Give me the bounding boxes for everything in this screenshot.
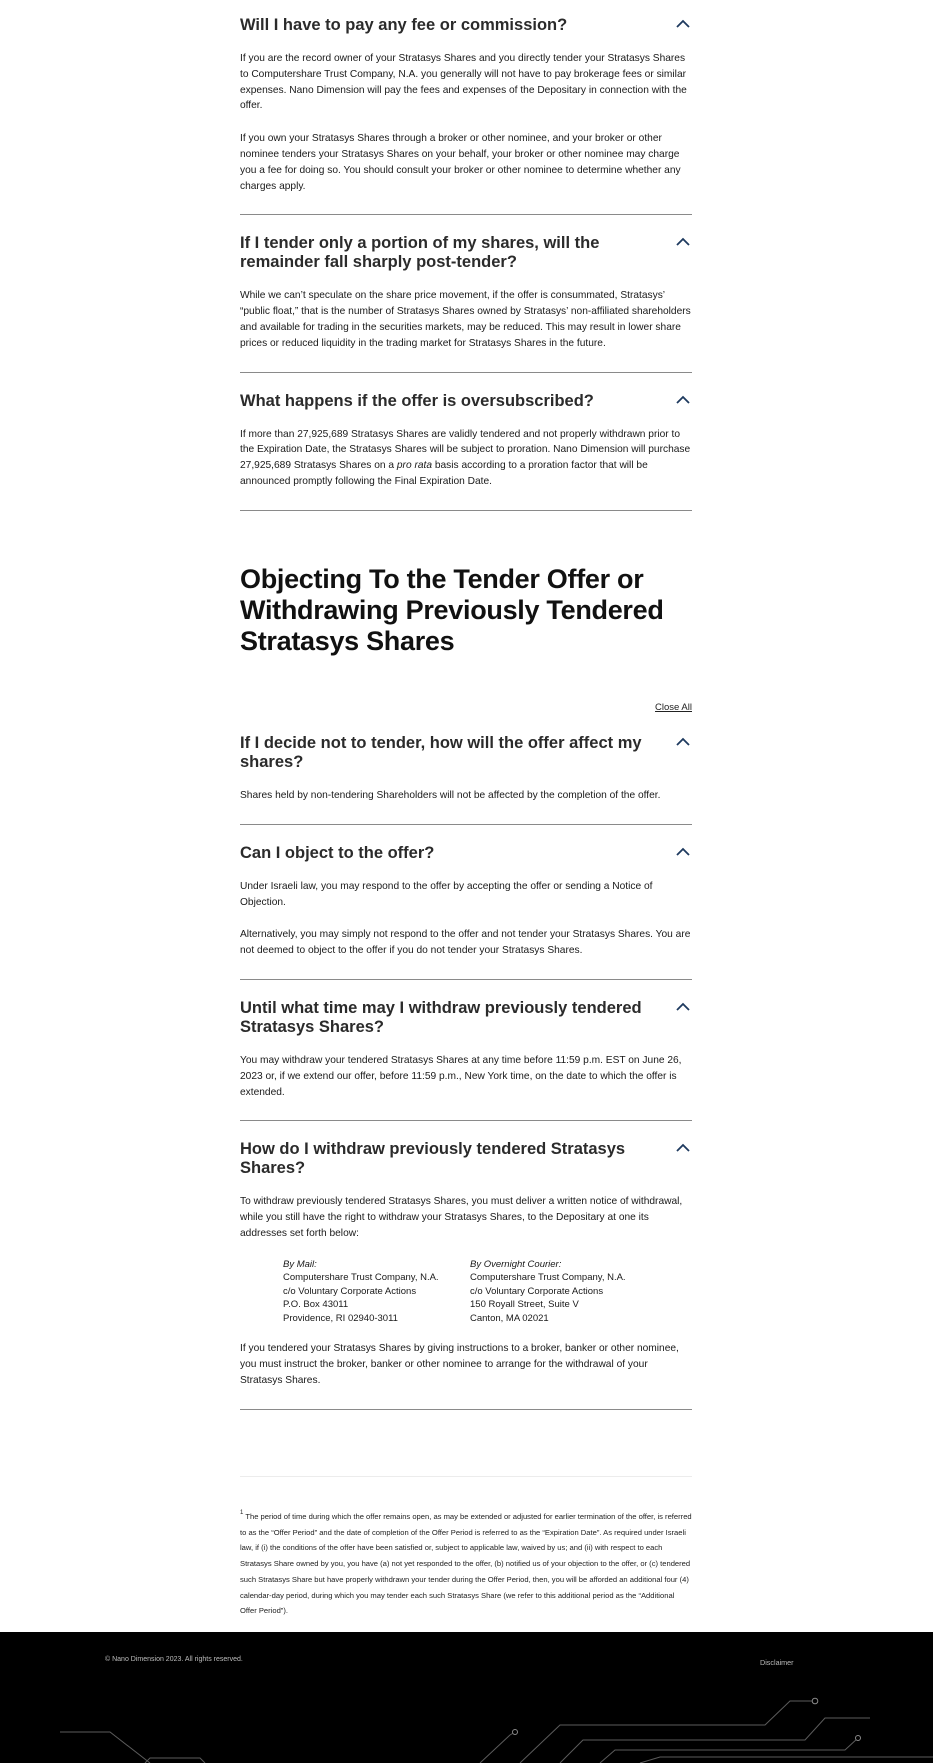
faq-question: Will I have to pay any fee or commission?: [240, 16, 568, 34]
faq-toggle-oversubscribed[interactable]: [240, 392, 692, 411]
faq-toggle-withdraw-how[interactable]: [240, 1140, 692, 1178]
faq-toggle-withdraw-time[interactable]: [240, 999, 692, 1037]
faq-item-fees: [240, 16, 692, 215]
faq-item-oversubscribed: [240, 392, 692, 511]
address-line: c/o Voluntary Corporate Actions: [470, 1285, 604, 1297]
chevron-up-icon[interactable]: [674, 393, 692, 407]
faq-item-portion: [240, 234, 692, 372]
answer-paragraph: To withdraw previously tendered Stratasys Shares, you must deliver a written notice of withdrawal, while you still have the right to withdraw your Stratasys Shares, to the Depositary at one its addresses set forth below:: [240, 1196, 683, 1239]
faq-question: Can I object to the offer?: [240, 843, 435, 862]
answer-paragraph: Under Israeli law, you may respond to the offer by accepting the offer or sending a Notice of Objection.: [240, 880, 653, 908]
faq-answer: [240, 51, 692, 194]
faq-answer: [240, 1053, 692, 1100]
chevron-up-icon[interactable]: [674, 235, 692, 249]
answer-paragraph: If you tendered your Stratasys Shares by giving instructions to a broker, banker or other nominee, you must instruct the broker, banker or other nominee to arrange for the withdrawal of your Stratasys Shares.: [240, 1343, 679, 1386]
disclaimer-link[interactable]: Disclaimer: [760, 1658, 794, 1667]
copyright: © Nano Dimension 2023. All rights reserved.: [105, 1656, 243, 1663]
chevron-up-icon[interactable]: [674, 735, 692, 749]
footnote-marker: 1: [240, 1510, 244, 1516]
faq-answer: [240, 288, 692, 351]
address-line: Computershare Trust Company, N.A.: [283, 1272, 439, 1284]
footnote: [240, 1509, 692, 1619]
address-line: c/o Voluntary Corporate Actions: [283, 1285, 417, 1297]
address-heading: By Mail:: [283, 1258, 317, 1270]
faq-question: If I decide not to tender, how will the offer affect my shares?: [240, 734, 642, 771]
site-footer: [0, 1632, 933, 1763]
address-line: Canton, MA 02021: [470, 1312, 549, 1324]
faq-item-not-tender: [240, 734, 692, 825]
address-line: 150 Royall Street, Suite V: [470, 1299, 579, 1311]
chevron-up-icon[interactable]: [674, 845, 692, 859]
answer-paragraph: Alternatively, you may simply not respond to the offer and not tender your Stratasys Shares. You are not deemed to object to the offer if you do not tender your Stratasys Shares.: [240, 929, 691, 957]
answer-paragraph: If you are the record owner of your Stratasys Shares and you directly tender your Stratasys Shares to Computershare Trust Company, N.A. you generally will not have to pay brokerage fees or similar expenses. Nano Dimension will pay the fees and expenses of the Depositary in connection with the offer.: [240, 53, 687, 112]
faq-group-bottom: [240, 734, 692, 1410]
footnote-text: The period of time during which the offer remains open, as may be extended or adjusted for earlier termination of the offer, is referred to as the “Offer Period” and the date of completion of the Offer Period is referred to as the “Expiration Date”. As required under Israeli law, if (i) the conditions of the offer have been satisfied or, subject to applicable law, waived by us; and (ii) with respect to each Stratasys Share owned by you, you have (a) not yet responded to the offer, (b) notified us of your objection to the offer, or (c) tendered such Stratasys Share but have properly withdrawn your tender during the Offer Period, then, you will be afforded an additional four (4) calendar-day period, during which you may tender each such Stratasys Share (we refer to this additional period as the “Additional Offer Period”).: [240, 1512, 692, 1616]
address-line: P.O. Box 43011: [283, 1299, 349, 1311]
address-heading: By Overnight Courier:: [470, 1258, 562, 1270]
circuit-decoration: [0, 1632, 933, 1763]
faq-answer: [240, 1194, 692, 1388]
chevron-up-icon[interactable]: [674, 1141, 692, 1155]
answer-paragraph: If you own your Stratasys Shares through a broker or other nominee, and your broker or other nominee tenders your Stratasys Shares on your behalf, your broker or other nominee may charge you a fee for doing so. You should consult your broker or other nominee to determine whether any charges apply.: [240, 133, 681, 192]
faq-question: How do I withdraw previously tendered Stratasys Shares?: [240, 1140, 626, 1178]
faq-answer: [240, 879, 692, 959]
depositary-addresses: [283, 1258, 692, 1326]
close-all-row: [240, 702, 692, 716]
answer-paragraph: You may withdraw your tendered Stratasys Shares at any time before 11:59 p.m. EST on June 26, 2023 or, if we extend our offer, before 11:59 p.m., New York time, on the date to which the offer is extended.: [240, 1054, 682, 1098]
faq-toggle-not-tender[interactable]: [240, 734, 692, 772]
faq-toggle-portion[interactable]: [240, 234, 692, 272]
faq-toggle-object[interactable]: [240, 844, 692, 863]
faq-answer: [240, 427, 692, 490]
faq-toggle-fees[interactable]: [240, 16, 692, 35]
answer-paragraph: While we can’t speculate on the share price movement, if the offer is consummated, Stratasys’ “public float,” that is the number of Stratasys Shares owned by Stratasys’ non-affiliated shareholders and available for trading in the securities markets, may be reduced. This may result in lower share prices or reduced liquidity in the trading market for Stratasys Shares in the future.: [240, 290, 691, 349]
address-line: Providence, RI 02940-3011: [283, 1312, 398, 1324]
mail-address: [283, 1258, 440, 1326]
chevron-up-icon[interactable]: [674, 17, 692, 31]
faq-question: If I tender only a portion of my shares, will the remainder fall sharply post-tender?: [240, 234, 600, 272]
faq-item-object: [240, 844, 692, 980]
answer-paragraph: If more than 27,925,689 Stratasys Shares are validly tendered and not properly withdrawn prior to the Expiration Date, the Stratasys Shares will be subject to proration. Nano Dimension will purchase 27,925,689 Stratasys Shares on a pro rata basis according to a proration factor that will be announced promptly following the Final Expiration Date.: [240, 428, 691, 487]
faq-group-top: [240, 16, 692, 511]
answer-paragraph: Shares held by non-tendering Shareholders will not be affected by the completion of the offer.: [240, 790, 661, 801]
pro-rata-term: pro rata: [396, 460, 432, 472]
footnote-divider: [240, 1476, 692, 1477]
faq-answer: [240, 788, 692, 804]
faq-item-withdraw-time: [240, 999, 692, 1121]
faq-question: What happens if the offer is oversubscribed?: [240, 391, 594, 410]
close-all-link[interactable]: Close All: [655, 702, 692, 713]
chevron-up-icon[interactable]: [674, 1000, 692, 1014]
courier-address: [470, 1258, 627, 1326]
address-line: Computershare Trust Company, N.A.: [470, 1272, 626, 1284]
faq-item-withdraw-how: [240, 1140, 692, 1409]
section-title: Objecting To the Tender Offer or Withdrawing Previously Tendered Stratasys Shares: [240, 564, 664, 656]
faq-question: Until what time may I withdraw previously tendered Stratasys Shares?: [240, 998, 642, 1036]
